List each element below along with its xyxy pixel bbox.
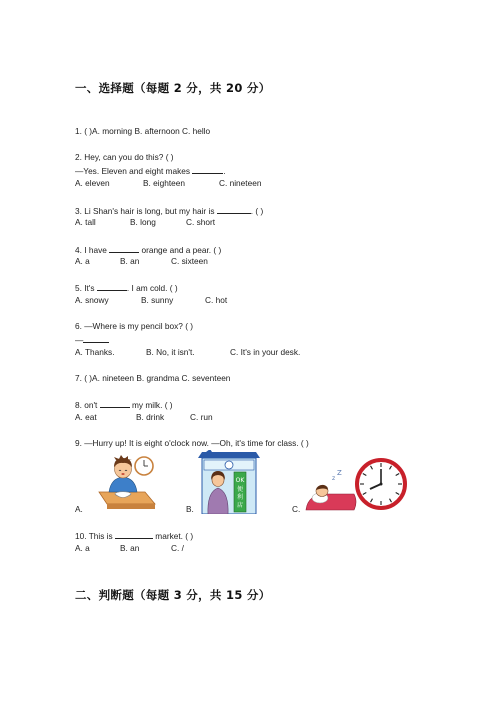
question-2-line-2-prefix: —Yes. Eleven and eight makes (75, 166, 190, 176)
question-1: 1. ( )A. morning B. afternoon C. hello (75, 126, 211, 136)
question-2-line-2 (75, 165, 226, 177)
question-5-option-c: C. hot (205, 295, 228, 305)
question-8-suffix: my milk. ( ) (131, 400, 173, 410)
question-2-option-a: A. eleven (75, 178, 110, 188)
question-10-option-a: A. a (75, 543, 90, 553)
question-9-option-b: B. (186, 504, 194, 514)
question-3-prefix: 3. Li Shan's hair is long, but my hair is (75, 206, 215, 216)
question-4 (75, 244, 221, 256)
question-6-option-b: B. No, it isn't. (146, 347, 195, 357)
question-3-option-b: B. long (130, 217, 156, 227)
question-4-option-b: B. an (120, 256, 140, 266)
question-10-option-b: B. an (120, 543, 140, 553)
question-4-option-a: A. a (75, 256, 90, 266)
question-3 (75, 205, 263, 217)
answer-blank (83, 334, 109, 343)
question-8 (75, 399, 173, 411)
question-5-option-b: B. sunny (141, 295, 174, 305)
question-4-option-c: C. sixteen (171, 256, 208, 266)
svg-text:Z: Z (337, 469, 342, 477)
question-10-option-c: C. / (171, 543, 184, 553)
answer-blank (115, 530, 153, 539)
question-5-prefix: 5. It's (75, 283, 95, 293)
question-2: 2. Hey, can you do this? ( ) (75, 152, 174, 162)
question-8-option-c: C. run (190, 412, 213, 422)
question-6-line-2 (75, 334, 109, 346)
question-8-option-a: A. eat (75, 412, 97, 422)
question-4-prefix: 4. I have (75, 245, 107, 255)
svg-text:利: 利 (236, 494, 244, 501)
svg-text:店: 店 (236, 502, 244, 509)
question-2-option-b: B. eighteen (143, 178, 185, 188)
question-8-option-b: B. drink (136, 412, 165, 422)
question-4-suffix: orange and a pear. ( ) (141, 245, 222, 255)
answer-blank (97, 282, 127, 291)
answer-blank (109, 244, 139, 253)
question-8-prefix: 8. on't (75, 400, 98, 410)
boy-eating-picture (97, 454, 159, 512)
question-6-option-c: C. It's in your desk. (230, 347, 301, 357)
question-10-prefix: 10. This is (75, 531, 113, 541)
question-5 (75, 282, 178, 294)
section-1-title: 一、选择题（每题 2 分，共 20 分） (75, 81, 271, 95)
question-9: 9. —Hurry up! It is eight o'clock now. —Oh, it's time for class. ( ) (75, 438, 309, 448)
store-sign-text: OK (235, 477, 245, 484)
question-5-option-a: A. snowy (75, 295, 109, 305)
question-3-option-c: C. short (186, 217, 216, 227)
question-10 (75, 530, 193, 542)
question-7: 7. ( )A. nineteen B. grandma C. seventeen (75, 373, 231, 383)
answer-blank (217, 205, 251, 214)
question-5-suffix: . I am cold. ( ) (126, 283, 178, 293)
sleeping-child-picture (304, 458, 408, 516)
question-6-option-a: A. Thanks. (75, 347, 115, 357)
answer-blank (100, 399, 130, 408)
svg-text:便: 便 (236, 486, 244, 493)
answer-blank (192, 165, 226, 176)
question-3-suffix: . ( ) (250, 206, 264, 216)
question-9-option-c: C. (292, 504, 301, 514)
question-6-line-2-prefix: — (75, 335, 84, 345)
question-2-line-2-suffix: . (223, 166, 226, 176)
question-3-option-a: A. tall (75, 217, 96, 227)
question-2-option-c: C. nineteen (219, 178, 262, 188)
question-6: 6. —Where is my pencil box? ( ) (75, 321, 194, 331)
convenience-store-picture (196, 450, 262, 514)
question-10-suffix: market. ( ) (155, 531, 194, 541)
section-2-title: 二、判断题（每题 3 分，共 15 分） (75, 588, 271, 602)
question-9-option-a: A. (75, 504, 83, 514)
svg-text:z: z (332, 475, 336, 482)
